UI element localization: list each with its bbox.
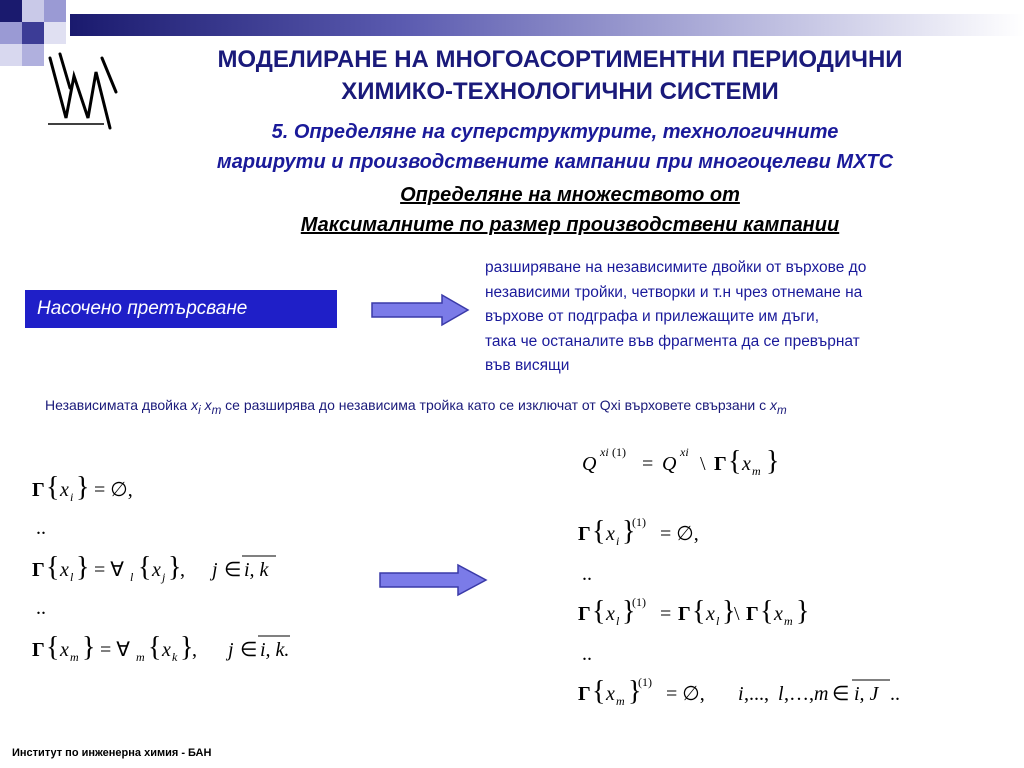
svg-text:Γ: Γ <box>32 479 45 501</box>
statement-var: x <box>770 397 777 413</box>
svg-text:,: , <box>192 639 197 661</box>
svg-text:Γ: Γ <box>714 453 727 475</box>
svg-text:l: l <box>130 570 134 584</box>
svg-text:}: } <box>168 552 182 583</box>
svg-text:..: .. <box>36 517 46 539</box>
svg-text:i, k.: i, k. <box>260 639 290 661</box>
svg-text:Γ: Γ <box>578 683 591 705</box>
svg-text:(1): (1) <box>632 515 646 529</box>
svg-text:l: l <box>616 614 620 628</box>
svg-text:{: { <box>46 552 60 583</box>
svg-text:x: x <box>152 559 161 581</box>
statement-var: x <box>191 397 199 413</box>
svg-text:=: = <box>660 603 672 625</box>
svg-text:..: .. <box>582 643 592 665</box>
svg-text:x: x <box>774 603 783 625</box>
svg-text:..: .. <box>582 563 592 585</box>
description-line: така че останалите във фрагмента да се превърнат <box>485 332 860 350</box>
svg-text:}: } <box>796 596 810 627</box>
svg-text:}: } <box>76 552 90 583</box>
svg-text:= ∀: = ∀ <box>100 639 130 661</box>
footer-institute: Институт по инженерна химия - БАН <box>12 747 212 759</box>
subtitle-line-2: маршрути и производствените кампании при многоцелеви МХТС <box>216 151 894 173</box>
svg-text:Γ: Γ <box>678 603 691 625</box>
svg-text:= ∅,: = ∅, <box>94 479 133 501</box>
svg-text:m: m <box>814 683 829 705</box>
svg-text:{: { <box>592 676 606 707</box>
svg-text:}: } <box>622 516 636 547</box>
svg-text:l: l <box>716 614 720 628</box>
section-subtitle <box>105 117 1005 177</box>
statement-part: Независимата двойка <box>45 397 192 413</box>
heading-line-1: Определяне на множеството от <box>400 184 740 206</box>
statement-sub: m <box>777 403 787 417</box>
title-line-2: ХИМИКО-ТЕХНОЛОГИЧНИ СИСТЕМИ <box>341 78 779 105</box>
svg-text:m: m <box>136 650 145 664</box>
svg-text:..: .. <box>36 597 46 619</box>
svg-text:Γ: Γ <box>746 603 759 625</box>
svg-text:l: l <box>70 570 74 584</box>
method-box: Насочено претърсване <box>25 290 337 328</box>
page-title <box>120 44 1000 108</box>
svg-text:x: x <box>742 453 751 475</box>
svg-text:x: x <box>606 603 615 625</box>
svg-text:m: m <box>70 650 79 664</box>
svg-text:{: { <box>46 632 60 663</box>
right-arrow-icon <box>378 563 488 597</box>
statement-sub: i <box>198 403 201 417</box>
subtitle-line-1: 5. Определяне на суперструктурите, технологичните <box>271 121 839 143</box>
right-arrow-icon <box>370 293 470 327</box>
svg-text:(1): (1) <box>632 595 646 609</box>
svg-text:i: i <box>738 683 744 705</box>
description-line: разширяване на независимите двойки от върхове до <box>485 259 867 276</box>
svg-text:j: j <box>162 570 166 584</box>
svg-text:x: x <box>60 479 69 501</box>
svg-text:,: , <box>180 559 185 581</box>
svg-text:x: x <box>706 603 715 625</box>
svg-text:i: i <box>70 490 74 504</box>
svg-text:= ∅,: = ∅, <box>660 523 699 545</box>
svg-text:(1): (1) <box>638 675 652 689</box>
svg-text:{: { <box>138 552 152 583</box>
description-line: във висящи <box>485 357 570 374</box>
description-line: върхове от подграфа и прилежащите им дъги, <box>485 308 820 325</box>
statement-var: x <box>204 397 212 413</box>
svg-text:}: } <box>82 632 96 663</box>
svg-text:Γ: Γ <box>32 559 45 581</box>
svg-text:∈: ∈ <box>832 683 850 705</box>
svg-text:{: { <box>760 596 774 627</box>
svg-text:m: m <box>784 614 793 628</box>
svg-text:(1): (1) <box>612 445 626 459</box>
svg-text:m: m <box>616 694 625 708</box>
svg-text:,...,: ,..., <box>744 683 769 705</box>
svg-text:..: .. <box>890 683 900 705</box>
svg-text:j: j <box>212 559 218 581</box>
svg-text:=: = <box>642 453 654 475</box>
svg-text:}: } <box>766 446 780 477</box>
svg-text:Γ: Γ <box>578 523 591 545</box>
heading-line-2: Максималните по размер производствени кампании <box>300 214 840 236</box>
svg-text:}: } <box>622 596 636 627</box>
header-gradient-bar <box>70 14 1024 36</box>
title-line-1: МОДЕЛИРАНЕ НА МНОГОАСОРТИМЕНТНИ ПЕРИОДИЧНИ <box>217 46 903 73</box>
svg-text:}: } <box>76 472 90 503</box>
svg-text:m: m <box>752 464 761 478</box>
svg-text:Γ: Γ <box>578 603 591 625</box>
svg-text:x: x <box>606 523 615 545</box>
svg-text:{: { <box>692 596 706 627</box>
svg-text:{: { <box>592 596 606 627</box>
statement-text <box>45 395 1005 421</box>
svg-text:l: l <box>778 683 784 705</box>
svg-text:}: } <box>722 596 736 627</box>
svg-text:{: { <box>728 446 742 477</box>
description-line: независими тройки, четворки и т.н чрез отнемане на <box>485 283 863 301</box>
svg-text:x: x <box>606 683 615 705</box>
svg-text:Q: Q <box>582 453 597 475</box>
svg-text:}: } <box>628 676 642 707</box>
svg-text:}: } <box>180 632 194 663</box>
svg-text:Q: Q <box>662 453 677 475</box>
svg-text:\: \ <box>700 453 706 475</box>
statement-part: се разширява до независима тройка като се изключат от Qxi върховете свързани с <box>221 397 770 413</box>
svg-text:= ∅,: = ∅, <box>666 683 705 705</box>
svg-text:x: x <box>162 639 171 661</box>
method-description <box>485 256 1005 379</box>
svg-text:= ∀: = ∀ <box>94 559 124 581</box>
svg-text:x: x <box>60 559 69 581</box>
svg-text:Γ: Γ <box>32 639 45 661</box>
section-heading <box>210 180 930 240</box>
svg-text:∈: ∈ <box>240 639 258 661</box>
svg-text:xi: xi <box>680 445 689 459</box>
svg-text:∈: ∈ <box>224 559 242 581</box>
svg-text:{: { <box>148 632 162 663</box>
svg-text:,…,: ,…, <box>784 683 814 705</box>
svg-text:\: \ <box>734 603 740 625</box>
svg-text:k: k <box>172 650 178 664</box>
statement-sub: m <box>211 403 222 417</box>
formula-right-block <box>578 432 958 722</box>
svg-text:i, k: i, k <box>244 559 269 581</box>
svg-text:{: { <box>46 472 60 503</box>
svg-text:x: x <box>60 639 69 661</box>
svg-text:xi: xi <box>600 445 609 459</box>
svg-text:j: j <box>228 639 234 661</box>
svg-text:{: { <box>592 516 606 547</box>
svg-text:i, J: i, J <box>854 683 879 705</box>
formula-left-block <box>32 470 352 670</box>
svg-text:i: i <box>616 534 620 548</box>
